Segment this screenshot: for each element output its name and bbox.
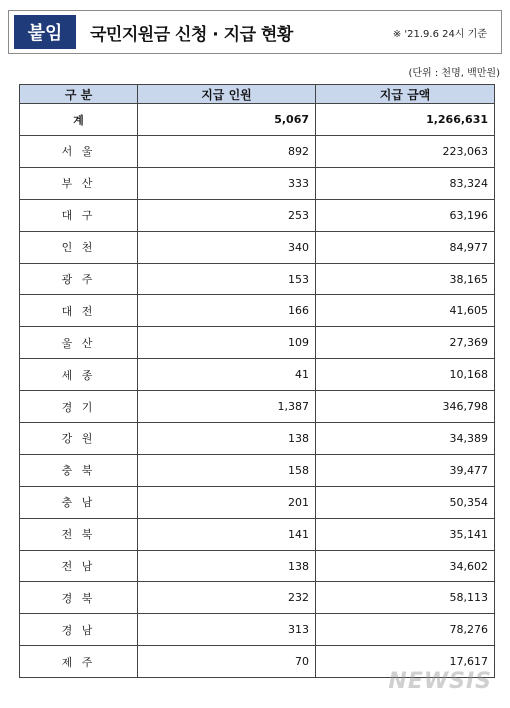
region-cell: 대 전 — [20, 295, 138, 327]
amount-cell: 41,605 — [316, 295, 495, 327]
column-header-people: 지급 인원 — [138, 85, 316, 104]
table-row — [20, 486, 495, 518]
region-cell: 충 남 — [20, 486, 138, 518]
amount-cell: 17,617 — [316, 646, 495, 678]
table-row — [20, 614, 495, 646]
people-cell: 70 — [138, 646, 316, 678]
region-cell: 경 기 — [20, 391, 138, 423]
amount-cell: 34,602 — [316, 550, 495, 582]
region-cell: 경 남 — [20, 614, 138, 646]
table-row — [20, 582, 495, 614]
region-cell: 전 남 — [20, 550, 138, 582]
table-row — [20, 454, 495, 486]
table-row — [20, 231, 495, 263]
region-cell: 서 울 — [20, 136, 138, 168]
region-cell: 대 구 — [20, 199, 138, 231]
region-cell: 전 북 — [20, 518, 138, 550]
amount-cell: 78,276 — [316, 614, 495, 646]
amount-cell: 58,113 — [316, 582, 495, 614]
page-title: 국민지원금 신청 · 지급 현황 — [90, 24, 293, 45]
unit-note: (단위 : 천명, 백만원) — [408, 68, 500, 79]
table-row — [20, 295, 495, 327]
people-cell: 138 — [138, 550, 316, 582]
people-cell: 232 — [138, 582, 316, 614]
people-cell: 166 — [138, 295, 316, 327]
region-cell: 부 산 — [20, 167, 138, 199]
amount-cell: 39,477 — [316, 454, 495, 486]
amount-cell: 84,977 — [316, 231, 495, 263]
table-row — [20, 550, 495, 582]
amount-cell: 27,369 — [316, 327, 495, 359]
amount-cell: 63,196 — [316, 199, 495, 231]
total-label: 계 — [20, 104, 138, 136]
column-header-amount: 지급 금액 — [316, 85, 495, 104]
region-cell: 강 원 — [20, 423, 138, 455]
people-cell: 158 — [138, 454, 316, 486]
region-cell: 세 종 — [20, 359, 138, 391]
amount-cell: 10,168 — [316, 359, 495, 391]
people-cell: 313 — [138, 614, 316, 646]
amount-cell: 35,141 — [316, 518, 495, 550]
header-box — [8, 10, 502, 54]
region-cell: 인 천 — [20, 231, 138, 263]
amount-cell: 83,324 — [316, 167, 495, 199]
table-row — [20, 167, 495, 199]
region-cell: 제 주 — [20, 646, 138, 678]
people-cell: 892 — [138, 136, 316, 168]
region-cell: 충 북 — [20, 454, 138, 486]
people-cell: 201 — [138, 486, 316, 518]
people-cell: 1,387 — [138, 391, 316, 423]
region-cell: 광 주 — [20, 263, 138, 295]
total-amount: 1,266,631 — [316, 104, 495, 136]
people-cell: 109 — [138, 327, 316, 359]
people-cell: 141 — [138, 518, 316, 550]
amount-cell: 223,063 — [316, 136, 495, 168]
as-of-note: ※ '21.9.6 24시 기준 — [392, 28, 487, 40]
people-cell: 138 — [138, 423, 316, 455]
amount-cell: 34,389 — [316, 423, 495, 455]
watermark-logo: NEWSIS — [388, 669, 492, 694]
total-people: 5,067 — [138, 104, 316, 136]
table-row — [20, 136, 495, 168]
total-row — [20, 104, 495, 136]
table-row — [20, 423, 495, 455]
table-row — [20, 327, 495, 359]
amount-cell: 50,354 — [316, 486, 495, 518]
people-cell: 340 — [138, 231, 316, 263]
people-cell: 153 — [138, 263, 316, 295]
column-header-region: 구 분 — [20, 85, 138, 104]
table-row — [20, 518, 495, 550]
people-cell: 41 — [138, 359, 316, 391]
region-cell: 울 산 — [20, 327, 138, 359]
table-row — [20, 263, 495, 295]
table-row — [20, 391, 495, 423]
table-header-row — [20, 85, 495, 104]
table-row — [20, 359, 495, 391]
table-row — [20, 199, 495, 231]
amount-cell: 346,798 — [316, 391, 495, 423]
people-cell: 333 — [138, 167, 316, 199]
attachment-tag: 붙임 — [14, 15, 76, 49]
payment-status-table — [19, 84, 495, 678]
region-cell: 경 북 — [20, 582, 138, 614]
people-cell: 253 — [138, 199, 316, 231]
amount-cell: 38,165 — [316, 263, 495, 295]
